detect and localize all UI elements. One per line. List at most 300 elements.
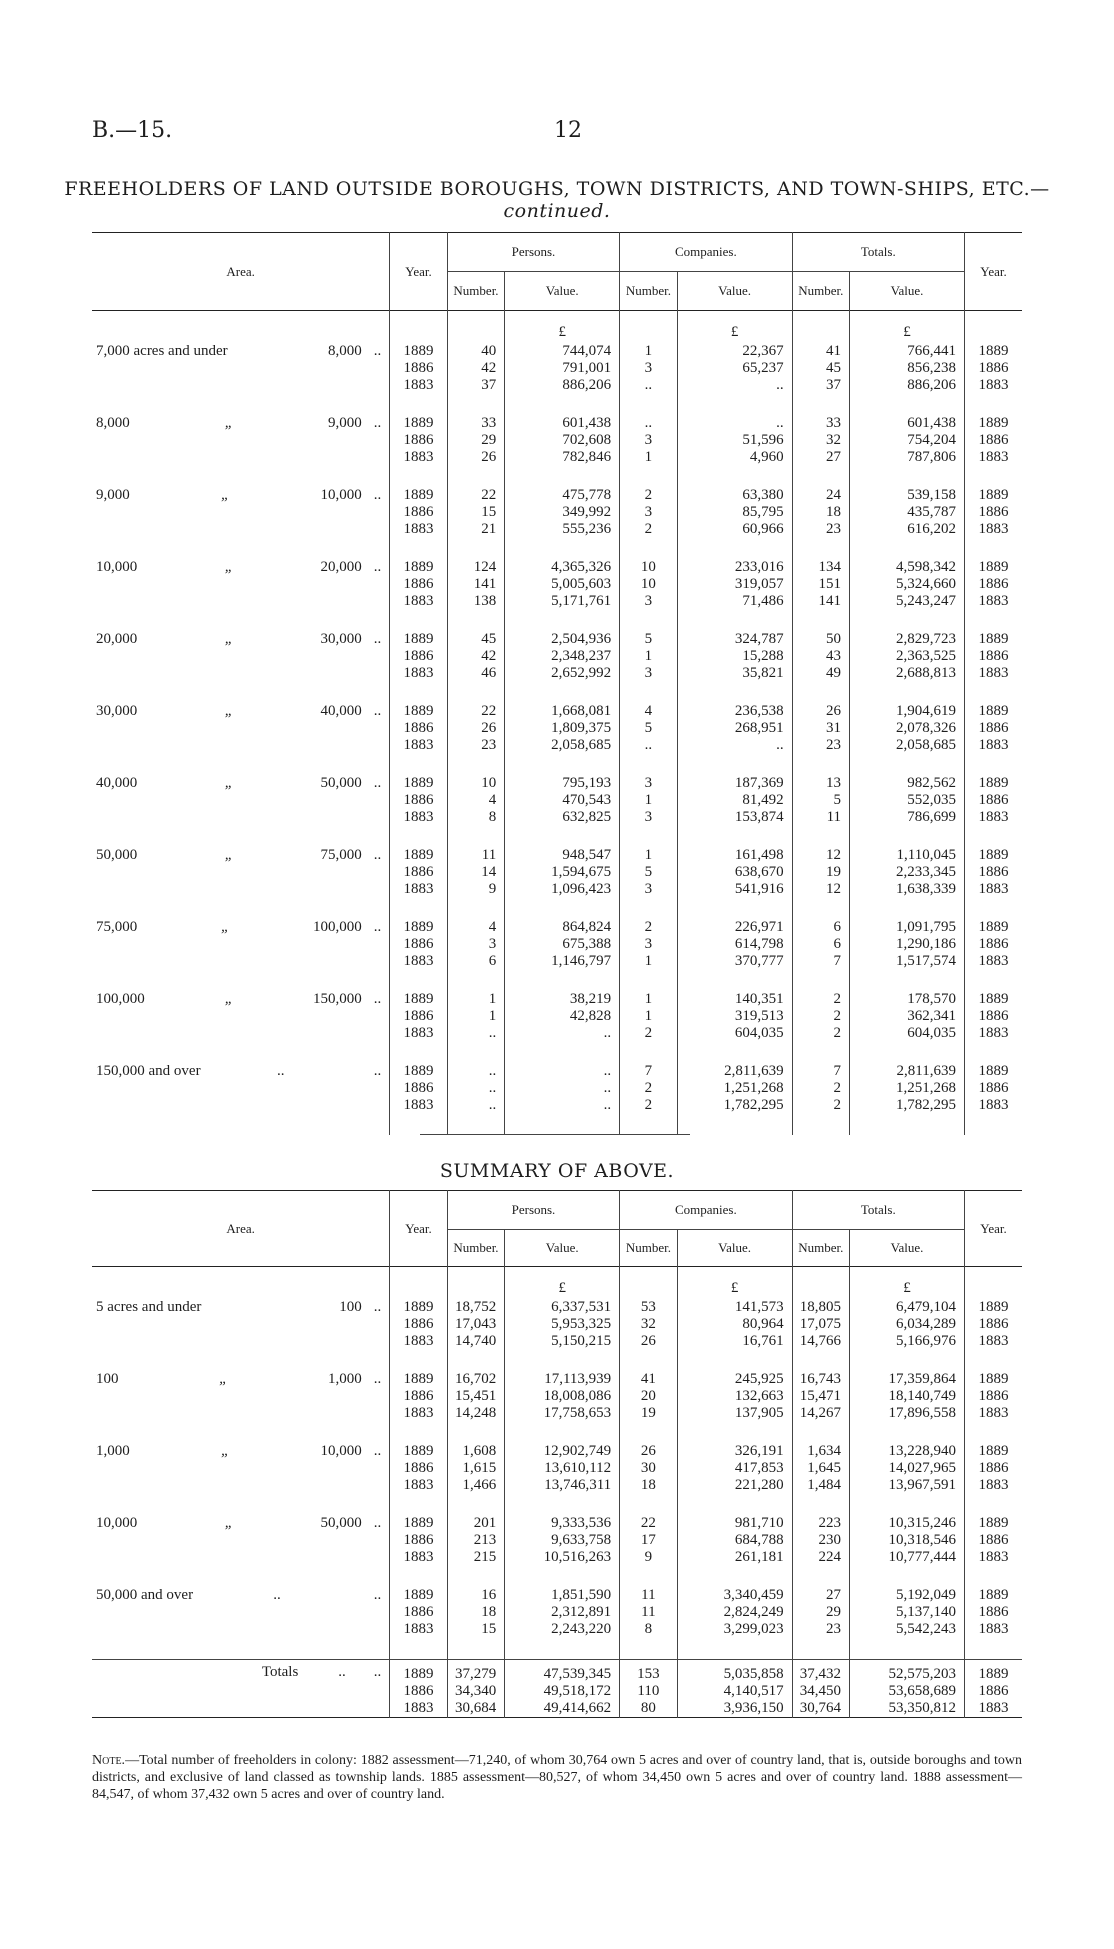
- totals-number-cell: 29: [792, 1604, 849, 1621]
- row-spacer: [92, 538, 1022, 559]
- area-from: 50,000: [96, 847, 138, 863]
- year-cell: 1886: [390, 864, 447, 881]
- companies-number-cell: 2: [620, 1080, 677, 1097]
- area-from: 20,000: [96, 631, 138, 647]
- persons-number-cell: 1,615: [447, 1460, 504, 1477]
- totals-value-cell: 2,811,639: [850, 1063, 965, 1080]
- leader-dots: ..: [373, 847, 382, 863]
- year-cell: 1883: [390, 521, 447, 538]
- companies-value-cell: 226,971: [677, 919, 792, 936]
- area-to: 9,000: [328, 415, 362, 431]
- companies-value-cell: 1,251,268: [677, 1080, 792, 1097]
- year-cell: 1883: [390, 449, 447, 466]
- year-cell: 1883: [390, 1477, 447, 1494]
- area-label: [92, 559, 390, 610]
- year-right-cell: 1883: [964, 1025, 1022, 1042]
- persons-value-cell: 13,746,311: [505, 1477, 620, 1494]
- persons-value-cell: 9,333,536: [505, 1515, 620, 1532]
- totals-value-cell: 601,438: [850, 415, 965, 432]
- totals-number-cell: 23: [792, 737, 849, 754]
- area-from: 9,000: [96, 487, 130, 503]
- persons-number-cell: 15: [447, 1621, 504, 1638]
- ditto-mark: „: [219, 1371, 228, 1387]
- companies-value-cell: 2,824,249: [677, 1604, 792, 1621]
- totals-value-cell: 1,290,186: [850, 936, 965, 953]
- leader-dots: ..: [373, 1515, 382, 1531]
- year-right-cell: 1886: [964, 648, 1022, 665]
- companies-value-cell: 71,486: [677, 593, 792, 610]
- totals-number-cell: 17,075: [792, 1316, 849, 1333]
- totals-value-cell: 6,479,104: [850, 1299, 965, 1316]
- totals-number-cell: 19: [792, 864, 849, 881]
- companies-number-cell: 5: [620, 864, 677, 881]
- year-cell: 1883: [390, 881, 447, 898]
- leader-dots: ..: [373, 559, 382, 575]
- companies-value-cell: 319,513: [677, 1008, 792, 1025]
- persons-value-cell: 13,610,112: [505, 1460, 620, 1477]
- totals-value-header: Value.: [850, 272, 965, 311]
- totals-number-cell: 18,805: [792, 1299, 849, 1316]
- year-right-cell: 1889: [964, 631, 1022, 648]
- persons-value-cell: 675,388: [505, 936, 620, 953]
- totals-number-cell: 6: [792, 919, 849, 936]
- totals-value-cell: 10,777,444: [850, 1549, 965, 1566]
- companies-number-cell: 1: [620, 1008, 677, 1025]
- ditto-mark: „: [224, 991, 234, 1007]
- year-cell: 1886: [390, 1683, 447, 1700]
- row-spacer: [92, 826, 1022, 847]
- persons-number-cell: 29: [447, 432, 504, 449]
- area-to: 50,000: [320, 1515, 362, 1531]
- totals-number-cell: 49: [792, 665, 849, 682]
- totals-number-cell: 223: [792, 1515, 849, 1532]
- ditto-mark: „: [224, 1515, 234, 1531]
- companies-number-cell: 30: [620, 1460, 677, 1477]
- leader-dots: ..: [373, 1063, 382, 1079]
- totals-value-cell: 754,204: [850, 432, 965, 449]
- year-cell: 1883: [390, 1700, 447, 1718]
- totals-number-cell: 2: [792, 991, 849, 1008]
- companies-number-cell: 4: [620, 703, 677, 720]
- totals-value-cell: 1,110,045: [850, 847, 965, 864]
- year-cell: 1886: [390, 1008, 447, 1025]
- year-right-cell: 1883: [964, 1477, 1022, 1494]
- persons-number-cell: 37: [447, 377, 504, 394]
- persons-number-cell: 18: [447, 1604, 504, 1621]
- companies-header: Companies.: [620, 233, 792, 272]
- area-from: 150,000 and over: [96, 1063, 201, 1079]
- persons-number-cell: 22: [447, 487, 504, 504]
- year-cell: 1889: [390, 775, 447, 792]
- totals-number-cell: 15,471: [792, 1388, 849, 1405]
- persons-number-cell: 40: [447, 343, 504, 360]
- persons-value-cell: 1,809,375: [505, 720, 620, 737]
- persons-number-cell: 201: [447, 1515, 504, 1532]
- persons-number-cell: 26: [447, 720, 504, 737]
- companies-number-cell: 110: [620, 1683, 677, 1700]
- pound-sign: £: [677, 1267, 792, 1300]
- persons-number-cell: 10: [447, 775, 504, 792]
- persons-number-header: Number.: [447, 272, 504, 311]
- companies-number-cell: 10: [620, 559, 677, 576]
- companies-value-cell: 684,788: [677, 1532, 792, 1549]
- persons-value-cell: 10,516,263: [505, 1549, 620, 1566]
- companies-number-cell: 32: [620, 1316, 677, 1333]
- table-row: [92, 1443, 1022, 1460]
- companies-value-cell: ..: [677, 737, 792, 754]
- totals-number-cell: 7: [792, 1063, 849, 1080]
- year-cell: 1886: [390, 648, 447, 665]
- area-to: 50,000: [320, 775, 362, 791]
- companies-number-cell: 5: [620, 720, 677, 737]
- totals-value-cell: 4,598,342: [850, 559, 965, 576]
- pound-sign: £: [677, 311, 792, 344]
- companies-number-cell: 41: [620, 1371, 677, 1388]
- year-right-cell: 1883: [964, 1405, 1022, 1422]
- year-cell: 1886: [390, 1460, 447, 1477]
- area-from: 5 acres and under: [96, 1299, 202, 1315]
- companies-value-cell: 326,191: [677, 1443, 792, 1460]
- row-spacer: [92, 1638, 1022, 1660]
- companies-number-cell: ..: [620, 377, 677, 394]
- ditto-mark: „: [220, 487, 230, 503]
- year-right-cell: 1886: [964, 360, 1022, 377]
- area-to: 8,000: [328, 343, 362, 359]
- leader-dots: ..: [373, 1664, 382, 1680]
- persons-value-cell: 349,992: [505, 504, 620, 521]
- year-right-cell: 1889: [964, 1443, 1022, 1460]
- row-spacer: [92, 754, 1022, 775]
- companies-value-cell: 187,369: [677, 775, 792, 792]
- area-header: Area.: [226, 263, 255, 279]
- year-cell: 1889: [390, 703, 447, 720]
- totals-value-cell: 1,904,619: [850, 703, 965, 720]
- persons-value-cell: 1,594,675: [505, 864, 620, 881]
- year-right-cell: 1883: [964, 809, 1022, 826]
- companies-value-cell: 324,787: [677, 631, 792, 648]
- companies-value-cell: 132,663: [677, 1388, 792, 1405]
- year-right-cell: 1889: [964, 415, 1022, 432]
- area-from: 10,000: [96, 1515, 138, 1531]
- companies-value-cell: 245,925: [677, 1371, 792, 1388]
- persons-number-cell: 1: [447, 991, 504, 1008]
- table-row: [92, 415, 1022, 432]
- year-cell: 1886: [390, 1604, 447, 1621]
- area-label: [92, 703, 390, 754]
- companies-value-cell: 81,492: [677, 792, 792, 809]
- totals-number-cell: 5: [792, 792, 849, 809]
- persons-number-cell: 1,466: [447, 1477, 504, 1494]
- totals-number-cell: 230: [792, 1532, 849, 1549]
- year-right-cell: 1889: [964, 991, 1022, 1008]
- area-to: 100,000: [313, 919, 362, 935]
- totals-value-cell: 18,140,749: [850, 1388, 965, 1405]
- companies-number-cell: 11: [620, 1604, 677, 1621]
- companies-number-cell: 9: [620, 1549, 677, 1566]
- companies-value-cell: 3,936,150: [677, 1700, 792, 1718]
- persons-value-cell: 2,652,992: [505, 665, 620, 682]
- persons-value-cell: 49,414,662: [505, 1700, 620, 1718]
- companies-number-cell: ..: [620, 415, 677, 432]
- companies-value-cell: 140,351: [677, 991, 792, 1008]
- area-from: 8,000: [96, 415, 130, 431]
- persons-number-cell: 15,451: [447, 1388, 504, 1405]
- totals-number-cell: 14,267: [792, 1405, 849, 1422]
- totals-number-cell: 151: [792, 576, 849, 593]
- year-header: Year.: [390, 233, 447, 311]
- companies-number-cell: 1: [620, 847, 677, 864]
- companies-value-cell: 5,035,858: [677, 1660, 792, 1684]
- persons-number-cell: 33: [447, 415, 504, 432]
- totals-value-cell: 14,027,965: [850, 1460, 965, 1477]
- year-right-cell: 1886: [964, 1683, 1022, 1700]
- persons-number-cell: 141: [447, 576, 504, 593]
- persons-number-cell: 11: [447, 847, 504, 864]
- persons-value-cell: 6,337,531: [505, 1299, 620, 1316]
- persons-value-cell: 47,539,345: [505, 1660, 620, 1684]
- ditto-mark: „: [220, 1443, 230, 1459]
- totals-label: [92, 1660, 390, 1718]
- year-right-cell: 1886: [964, 720, 1022, 737]
- page-title: FREEHOLDERS OF LAND OUTSIDE BOROUGHS, TOWN DISTRICTS, AND TOWN-SHIPS, ETC.—continued.: [64, 178, 1050, 222]
- year-cell: 1889: [390, 559, 447, 576]
- ditto-mark: „: [224, 703, 234, 719]
- area-label: [92, 775, 390, 826]
- year-cell: 1883: [390, 665, 447, 682]
- totals-number-cell: 1,634: [792, 1443, 849, 1460]
- companies-value-cell: 638,670: [677, 864, 792, 881]
- year-right-cell: 1883: [964, 1700, 1022, 1718]
- area-label: [92, 343, 390, 394]
- year-cell: 1889: [390, 1299, 447, 1316]
- year-right-cell: 1889: [964, 1063, 1022, 1080]
- footnote-text: —Total number of freeholders in colony: 1882 assessment—71,240, of whom 30,764 own 5 acres and over of country land, that is, outside boroughs and town districts, and exclusive of land classed as township lands. 1885 assessment—80,527, of whom 34,450 own 5 acres and over of country land. 1888 assessment—84,547, of whom 37,432 own 5 acres and over of country land.: [92, 1753, 1022, 1802]
- companies-number-cell: 2: [620, 521, 677, 538]
- area-label: [92, 487, 390, 538]
- totals-number-cell: 16,743: [792, 1371, 849, 1388]
- year-right-cell: 1886: [964, 432, 1022, 449]
- totals-value-cell: 10,315,246: [850, 1515, 965, 1532]
- year-right-cell: 1883: [964, 737, 1022, 754]
- persons-value-cell: 38,219: [505, 991, 620, 1008]
- year-cell: 1889: [390, 631, 447, 648]
- table-row: [92, 775, 1022, 792]
- ditto-mark: „: [224, 847, 234, 863]
- area-from: 30,000: [96, 703, 138, 719]
- year-right-cell: 1889: [964, 1587, 1022, 1604]
- year-right-cell: 1889: [964, 1660, 1022, 1684]
- year-cell: 1883: [390, 737, 447, 754]
- area-from: 1,000: [96, 1443, 130, 1459]
- totals-value-cell: 435,787: [850, 504, 965, 521]
- persons-number-cell: 18,752: [447, 1299, 504, 1316]
- companies-number-cell: 1: [620, 449, 677, 466]
- year-right-cell: 1883: [964, 881, 1022, 898]
- totals-value-cell: 2,688,813: [850, 665, 965, 682]
- totals-number-cell: 11: [792, 809, 849, 826]
- totals-value-cell: 5,166,976: [850, 1333, 965, 1350]
- totals-value-cell: 6,034,289: [850, 1316, 965, 1333]
- persons-number-cell: 16: [447, 1587, 504, 1604]
- companies-number-cell: 3: [620, 809, 677, 826]
- companies-number-cell: 7: [620, 1063, 677, 1080]
- totals-value-cell: 52,575,203: [850, 1660, 965, 1684]
- year-right-cell: 1889: [964, 1299, 1022, 1316]
- table-row: [92, 1063, 1022, 1080]
- year-right-cell: 1889: [964, 847, 1022, 864]
- persons-number-cell: 14: [447, 864, 504, 881]
- year-cell: 1883: [390, 809, 447, 826]
- totals-number-cell: 37,432: [792, 1660, 849, 1684]
- row-spacer: [92, 1114, 1022, 1135]
- persons-number-cell: 8: [447, 809, 504, 826]
- companies-value-cell: 3,340,459: [677, 1587, 792, 1604]
- year-cell: 1883: [390, 1621, 447, 1638]
- persons-number-cell: ..: [447, 1097, 504, 1114]
- totals-number-cell: 6: [792, 936, 849, 953]
- year-right-cell: 1889: [964, 1371, 1022, 1388]
- persons-number-cell: 45: [447, 631, 504, 648]
- persons-number-cell: 42: [447, 360, 504, 377]
- ditto-mark: „: [220, 919, 230, 935]
- totals-value-cell: 2,233,345: [850, 864, 965, 881]
- totals-value-cell: 616,202: [850, 521, 965, 538]
- companies-number-cell: 3: [620, 936, 677, 953]
- totals-value-cell: 539,158: [850, 487, 965, 504]
- persons-value-cell: 1,668,081: [505, 703, 620, 720]
- area-label: [92, 1443, 390, 1494]
- companies-value-cell: 16,761: [677, 1333, 792, 1350]
- totals-value-cell: 13,967,591: [850, 1477, 965, 1494]
- companies-number-cell: 53: [620, 1299, 677, 1316]
- year-cell: 1889: [390, 991, 447, 1008]
- year-cell: 1889: [390, 415, 447, 432]
- totals-value-cell: 13,228,940: [850, 1443, 965, 1460]
- year-cell: 1889: [390, 1515, 447, 1532]
- row-spacer: [92, 610, 1022, 631]
- totals-value-cell: 552,035: [850, 792, 965, 809]
- totals-number-cell: 14,766: [792, 1333, 849, 1350]
- year-right-cell: 1883: [964, 1621, 1022, 1638]
- totals-value-cell: 787,806: [850, 449, 965, 466]
- leader-dots: ..: [373, 775, 382, 791]
- row-spacer: [92, 1422, 1022, 1443]
- table-row: [92, 631, 1022, 648]
- companies-value-cell: 51,596: [677, 432, 792, 449]
- totals-number-header: Number.: [792, 1230, 849, 1267]
- year-right-cell: 1886: [964, 1460, 1022, 1477]
- totals-number-cell: 1,645: [792, 1460, 849, 1477]
- totals-number-cell: 30,764: [792, 1700, 849, 1718]
- year-cell: 1886: [390, 432, 447, 449]
- year-cell: 1883: [390, 1405, 447, 1422]
- totals-value-cell: 1,638,339: [850, 881, 965, 898]
- totals-number-cell: 24: [792, 487, 849, 504]
- year-cell: 1886: [390, 936, 447, 953]
- summary-title: SUMMARY OF ABOVE.: [439, 1160, 675, 1182]
- year-cell: 1883: [390, 377, 447, 394]
- year-cell: 1886: [390, 360, 447, 377]
- persons-number-cell: 4: [447, 919, 504, 936]
- year-right-cell: 1883: [964, 953, 1022, 970]
- persons-value-cell: 5,171,761: [505, 593, 620, 610]
- freeholders-table: [92, 232, 1022, 1135]
- table-row: [92, 847, 1022, 864]
- companies-value-cell: 233,016: [677, 559, 792, 576]
- persons-number-cell: 215: [447, 1549, 504, 1566]
- persons-value-cell: 2,058,685: [505, 737, 620, 754]
- totals-number-cell: 31: [792, 720, 849, 737]
- year-right-cell: 1886: [964, 936, 1022, 953]
- totals-number-cell: 2: [792, 1080, 849, 1097]
- ditto-mark: ..: [277, 1063, 285, 1079]
- area-to: 10,000: [320, 1443, 362, 1459]
- totals-value-cell: 2,363,525: [850, 648, 965, 665]
- year-cell: 1889: [390, 1587, 447, 1604]
- totals-number-cell: 50: [792, 631, 849, 648]
- year-right-cell: 1889: [964, 559, 1022, 576]
- companies-number-cell: 11: [620, 1587, 677, 1604]
- totals-number-cell: 1,484: [792, 1477, 849, 1494]
- area-label: [92, 1371, 390, 1422]
- table-row: [92, 703, 1022, 720]
- persons-number-cell: 15: [447, 504, 504, 521]
- page-number: 12: [554, 118, 582, 143]
- companies-number-header: Number.: [620, 1230, 677, 1267]
- row-spacer: [92, 1042, 1022, 1063]
- companies-number-cell: 3: [620, 665, 677, 682]
- leader-dots: ..: [373, 415, 382, 431]
- year-right-cell: 1889: [964, 487, 1022, 504]
- area-from: 10,000: [96, 559, 138, 575]
- companies-number-cell: 3: [620, 593, 677, 610]
- companies-value-cell: 236,538: [677, 703, 792, 720]
- year-right-cell: 1886: [964, 504, 1022, 521]
- companies-value-cell: 63,380: [677, 487, 792, 504]
- area-label: [92, 415, 390, 466]
- totals-number-cell: 43: [792, 648, 849, 665]
- companies-number-cell: 1: [620, 953, 677, 970]
- companies-value-cell: 604,035: [677, 1025, 792, 1042]
- section-divider: [420, 1134, 690, 1135]
- totals-value-cell: 982,562: [850, 775, 965, 792]
- row-spacer: [92, 1566, 1022, 1587]
- totals-number-cell: 37: [792, 377, 849, 394]
- persons-number-cell: 34,340: [447, 1683, 504, 1700]
- companies-value-cell: ..: [677, 377, 792, 394]
- totals-value-cell: 1,251,268: [850, 1080, 965, 1097]
- persons-header: Persons.: [447, 233, 619, 272]
- persons-number-cell: 42: [447, 648, 504, 665]
- table-row: [92, 1515, 1022, 1532]
- area-to: 20,000: [320, 559, 362, 575]
- year-cell: 1883: [390, 1549, 447, 1566]
- table-row: [92, 1299, 1022, 1316]
- persons-number-cell: 23: [447, 737, 504, 754]
- companies-number-cell: 26: [620, 1333, 677, 1350]
- companies-value-cell: 261,181: [677, 1549, 792, 1566]
- totals-number-cell: 141: [792, 593, 849, 610]
- companies-number-cell: ..: [620, 737, 677, 754]
- table-row: [92, 1587, 1022, 1604]
- companies-number-cell: 22: [620, 1515, 677, 1532]
- persons-number-cell: 21: [447, 521, 504, 538]
- leader-dots: ..: [373, 487, 382, 503]
- area-label: [92, 1515, 390, 1566]
- persons-number-cell: 14,248: [447, 1405, 504, 1422]
- leader-dots: ..: [373, 919, 382, 935]
- year-cell: 1883: [390, 1025, 447, 1042]
